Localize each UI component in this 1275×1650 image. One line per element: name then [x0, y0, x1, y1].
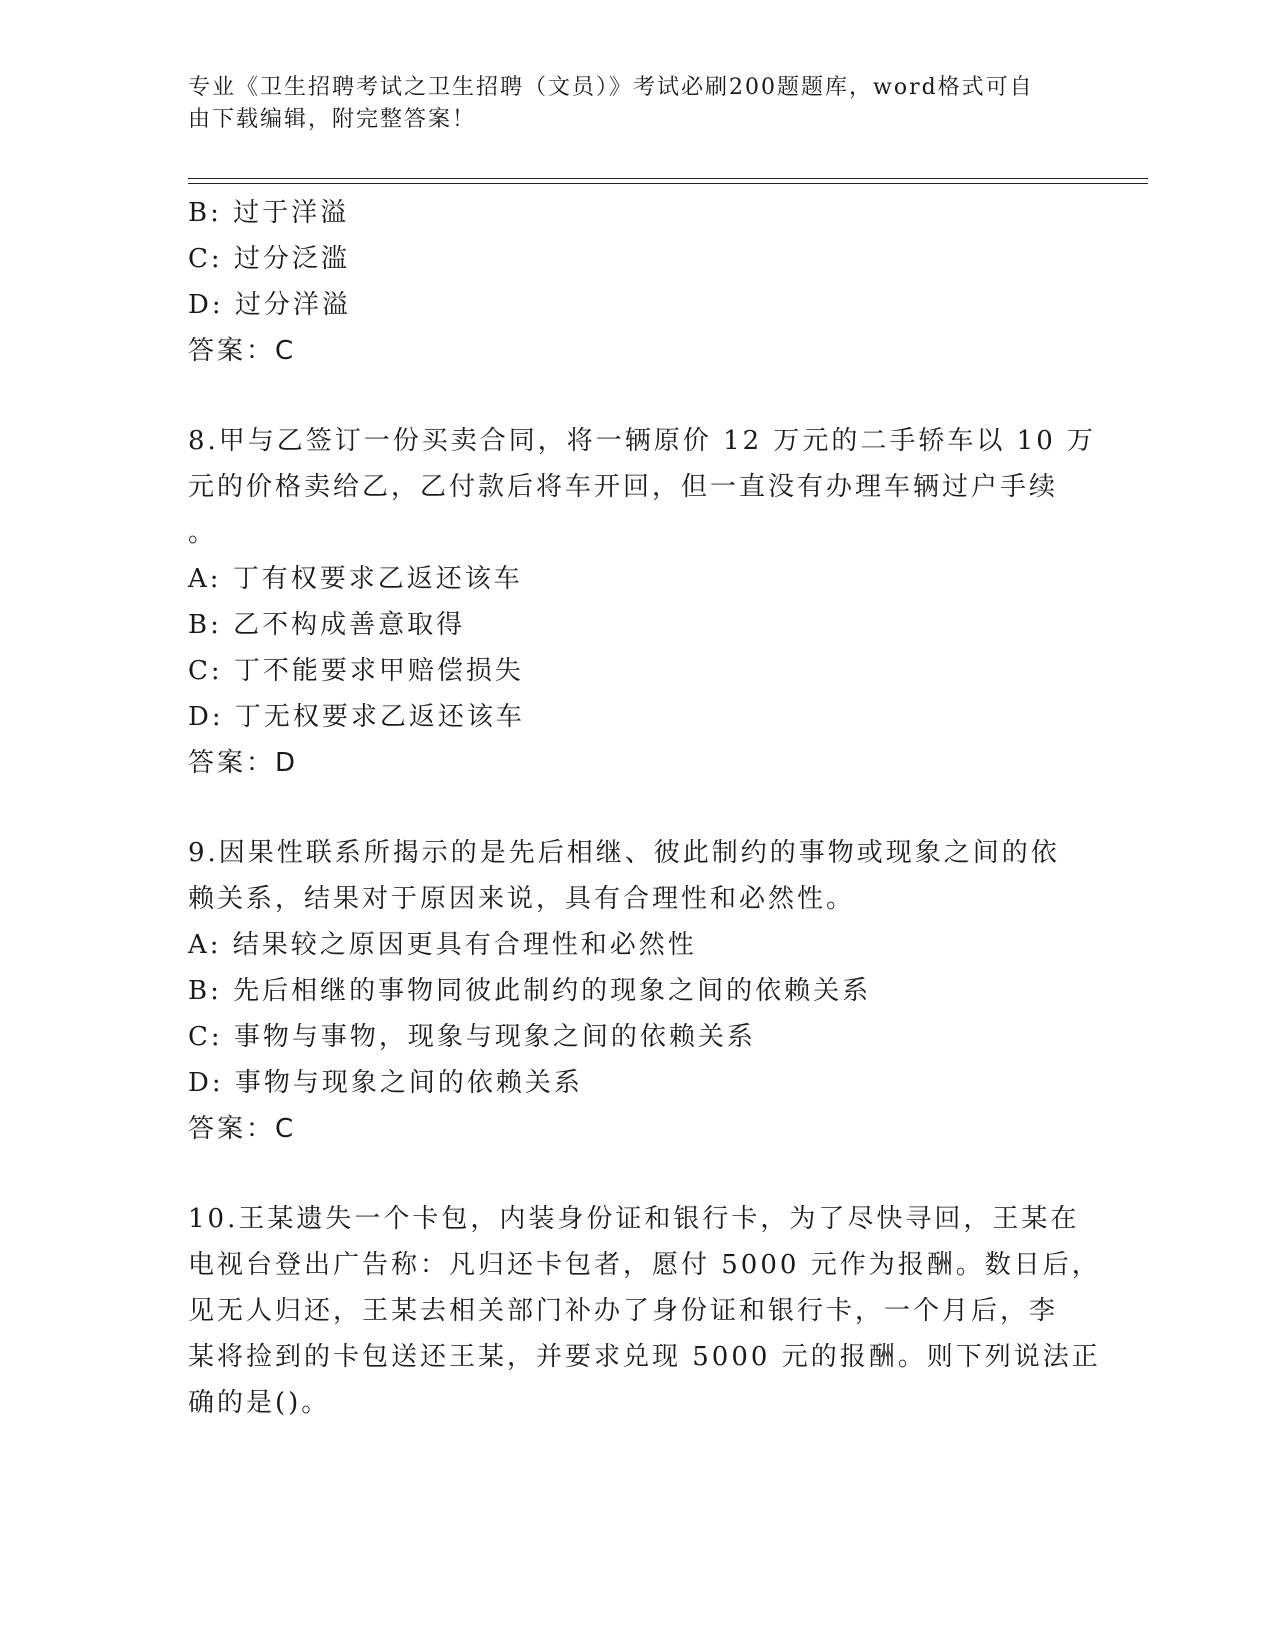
header-rule-bottom — [188, 183, 1148, 184]
option-d: D: 丁无权要求乙返还该车 — [188, 702, 525, 732]
document-header — [188, 72, 1068, 136]
header-line-1: 专业《卫生招聘考试之卫生招聘（文员）》考试必刷200题题库，word格式可自 — [188, 75, 1034, 100]
question-stem-line: 。 — [188, 518, 218, 548]
question-8 — [188, 418, 1097, 786]
question-stem-line: 电视台登出广告称：凡归还卡包者，愿付 5000 元作为报酬。数日后， — [188, 1250, 1101, 1280]
option-c: C: 过分泛滥 — [188, 244, 350, 274]
question-stem-line: 某将捡到的卡包送还王某，并要求兑现 5000 元的报酬。则下列说法正 — [188, 1342, 1101, 1372]
option-d: D: 过分洋溢 — [188, 290, 351, 320]
answer-line: 答案：C — [188, 336, 297, 366]
option-c: C: 丁不能要求甲赔偿损失 — [188, 656, 524, 686]
question-stem-line: 9.因果性联系所揭示的是先后相继、彼此制约的事物或现象之间的依 — [188, 838, 1060, 868]
question-stem-line: 元的价格卖给乙，乙付款后将车开回，但一直没有办理车辆过户手续 — [188, 472, 1059, 502]
question-7-tail — [188, 190, 1078, 374]
question-stem-line: 赖关系，结果对于原因来说，具有合理性和必然性。 — [188, 884, 856, 914]
answer-line: 答案：D — [188, 748, 299, 778]
question-9 — [188, 830, 1078, 1152]
question-stem-line: 确的是()。 — [188, 1388, 331, 1418]
question-stem-line: 见无人归还，王某去相关部门补办了身份证和银行卡，一个月后，李 — [188, 1296, 1059, 1326]
question-10 — [188, 1196, 1101, 1426]
option-d: D: 事物与现象之间的依赖关系 — [188, 1068, 583, 1098]
question-body — [188, 190, 1101, 1426]
option-c: C: 事物与事物，现象与现象之间的依赖关系 — [188, 1022, 756, 1052]
question-stem-line: 10.王某遗失一个卡包，内装身份证和银行卡，为了尽快寻回，王某在 — [188, 1204, 1080, 1234]
option-b: B: 先后相继的事物同彼此制约的现象之间的依赖关系 — [188, 976, 872, 1006]
header-line-2: 由下载编辑，附完整答案！ — [188, 107, 477, 132]
answer-line: 答案：C — [188, 1114, 297, 1144]
option-b: B: 乙不构成善意取得 — [188, 610, 466, 640]
option-a: A: 结果较之原因更具有合理性和必然性 — [188, 930, 697, 960]
option-a: A: 丁有权要求乙返还该车 — [188, 564, 523, 594]
option-b: B: 过于洋溢 — [188, 198, 350, 228]
header-rule-top — [188, 178, 1148, 179]
question-stem-line: 8.甲与乙签订一份买卖合同，将一辆原价 12 万元的二手轿车以 10 万 — [188, 426, 1097, 456]
